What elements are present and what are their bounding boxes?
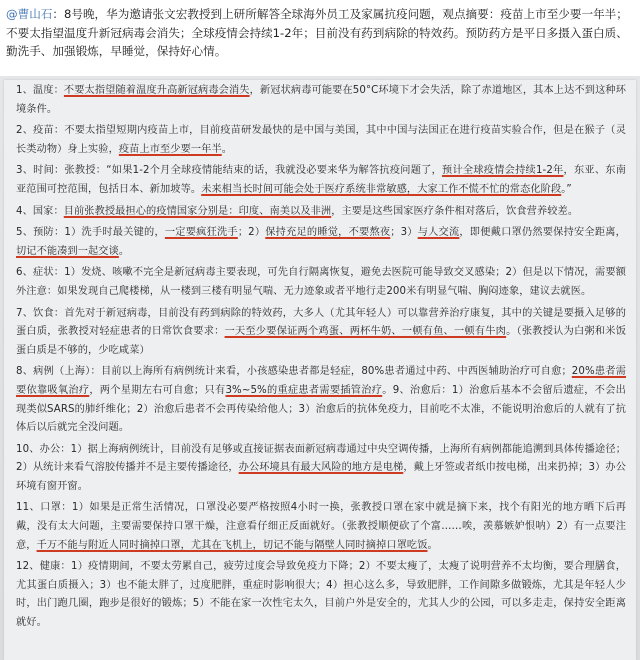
highlighted-text: 未来相当长时间可能会处于医疗系统非常敏感，大家工作不慌不忙的常态化阶段 <box>201 183 562 195</box>
post-author-link[interactable]: @曹山石 <box>6 7 53 21</box>
highlighted-text: 千万不能与附近人同时摘掉口罩，尤其在飞机上，切记不能与隔壁人同时摘掉口罩吃饭 <box>36 539 428 551</box>
highlighted-text: 目前张教授最担心的疫情国家分别是：印度、南美以及非洲 <box>63 205 332 217</box>
highlighted-text: 预计全球疫情会持续1-2年 <box>442 165 564 177</box>
document-paragraph <box>16 499 626 555</box>
paragraph-text: 3、时间：张教授：“如果1-2个月全球疫情能结束的话，我就没必要来华为解答抗疫问题了， <box>16 165 443 177</box>
paragraph-text: 2、疫苗：不要太指望短期内疫苗上市，目前疫苗研发最快的是中国与美国，其中中国与法国正在进行疫苗实验合作，但是在猴子（灵长类动物）身上实验， <box>16 125 626 155</box>
paragraph-text: 。 <box>118 245 130 257</box>
highlighted-text: 疫苗上市至少要一年半 <box>118 143 222 155</box>
paragraph-text: 10、办公：1）据上海病例统计，目前没有足够或直接证据表面新冠病毒通过中央空调传播，上海所有病例都能追溯到具体传播途径；2）从统计来看气溶胶传播并不是主要传播途径， <box>16 443 626 474</box>
document-paragraph <box>16 122 626 159</box>
paragraph-text: ，东亚、东南亚范围可控范围，包括日本、新加坡等。 <box>16 165 626 195</box>
highlighted-text: 切记不能凑到一起交谈 <box>16 245 119 257</box>
paragraph-text: 1、温度： <box>16 85 64 96</box>
paragraph-text: 6、症状：1）发烧、咳嗽不完全是新冠病毒主要表现，可先自行隔离恢复，避免去医院可能导致交叉感染；2）但是以下情况，需要额外注意：如果发现自己爬楼梯，从一楼到三楼有明显气喘、无力迹象或者平地行走200米有明显气喘、胸闷迹象，建议去就医。 <box>16 267 626 297</box>
highlighted-text: 保持充足的睡觉，不要熬夜 <box>265 227 391 239</box>
highlighted-text: 办公环境具有最大风险的地方是电梯 <box>238 462 404 474</box>
paragraph-text: 8、病例（上海）：目前以上海所有病例统计来看，小孩感染患者都是轻症，80%患者通过中药、中西医辅助治疗可自愈； <box>16 366 572 378</box>
paragraph-text: 11、口罩：1）如果是正常生活情况，口罩没必要严格按照4小时一换，张教授口罩在家中就是摘下来，找个有阳光的地方晒下后再戴，没有太大问题，主要需要保持口罩干燥，注意看仔细正反面就好。（张教授顺便砍了个富……唉，羡慕嫉妒恨呐）2）有一点要注意， <box>16 502 626 551</box>
document-paragraph <box>16 558 626 632</box>
paragraph-text: 7、饮食：首先对于新冠病毒，目前没有药到病除的特效药，大多人（尤其年轻人）可以靠营养治疗康复，其中的关键是要摄入足够的蛋白质，张教授对轻症患者的日常饮食要求： <box>16 307 626 338</box>
document-paragraphs <box>4 80 636 633</box>
paragraph-text: ；2） <box>237 227 266 239</box>
post-body-text: ：8号晚，华为邀请张文宏教授到上研所解答全球海外员工及家属抗疫问题，观点摘要：疫苗上市至少要一年半；不要太指望温度升新冠病毒会消失；全球疫情会持续1-2年；目前没有药到病除的特效药。预防药方是平日多摄入蛋白质、勤洗手、加强锻炼，早睡觉，保持好心情。 <box>6 7 628 58</box>
document-paragraph <box>16 264 626 301</box>
paragraph-text: 。 <box>427 539 438 551</box>
paragraph-text: 。 <box>221 143 233 155</box>
paragraph-text: 。9、治愈后：1）治愈后基本不会留后遗症，不会出现类似SARS的肺纤维化；2）治愈后患者不会再传染给他人；3）治愈后的抗体免疫力，目前吃不太准，不能说明治愈后的人就有了抗体后以后就完全没问题。 <box>16 384 626 434</box>
highlighted-text: 一天至少要保证两个鸡蛋、两杯牛奶、一顿有鱼、一顿有牛肉 <box>224 326 507 338</box>
paragraph-text: ，主要是这些国家医疗条件相对落后，饮食营养较差。 <box>331 205 579 217</box>
paragraph-text: 4、国家： <box>16 205 64 217</box>
document-paragraph <box>16 305 626 361</box>
paragraph-text: 。” <box>561 183 572 195</box>
highlighted-text: 20%患者需要依靠吸氧治疗 <box>16 366 626 396</box>
paragraph-text: ，即便戴口罩仍然要保持安全距离， <box>459 227 626 239</box>
document-photo <box>0 76 640 660</box>
document-paragraph <box>16 441 626 497</box>
paragraph-text: 5、预防：1）洗手时最关键的， <box>16 227 165 239</box>
document-paragraph <box>16 203 626 222</box>
highlighted-text: 与人交流 <box>417 227 460 239</box>
document-paragraph <box>16 82 626 119</box>
document-paragraph <box>16 363 626 437</box>
document-paragraph <box>16 224 626 261</box>
paragraph-text: ，新冠状病毒可能要在50°C环境下才会失活，除了赤道地区，其本上达不到这种环境条件。 <box>16 85 627 115</box>
highlighted-text: 不要太指望随着温度升高新冠病毒会消失 <box>63 85 250 96</box>
paragraph-text: 12、健康：1）疫情期间，不要太劳累自己，疲劳过度会导致免疫力下降；2）不要太瘦了，太瘦了说明营养不太均衡，要合理膳食，尤其蛋白质摄入；3）也不能太胖了，过度肥胖，重症时影响很大；4）担心这么多，导致肥胖，工作间隙多做锻炼，尤其是年轻人少时，出门跑几圈，跑步是很好的锻炼；5）不能在家一次性宅太久，目前户外是安全的，尤其人少的公园，可以多走走，保持安全距离就好。 <box>16 561 626 629</box>
document-page <box>4 80 636 660</box>
highlighted-text: 一定要疯狂洗手 <box>164 227 238 239</box>
paragraph-text: ，两个星期左右可自愈；只有 <box>89 384 226 396</box>
highlighted-text: 3%~5%的重症患者需要插管治疗 <box>225 384 383 396</box>
paragraph-text: ，戴上牙签或者纸巾按电梯，出来扔掉；3）办公环境有窗开窗。 <box>16 462 626 492</box>
paragraph-text: ；3） <box>390 227 418 239</box>
post-caption <box>0 0 640 81</box>
paragraph-text: 。（张教授认为白粥和米饭蛋白质是不够的，少吃咸菜） <box>16 326 626 356</box>
document-paragraph <box>16 162 626 199</box>
